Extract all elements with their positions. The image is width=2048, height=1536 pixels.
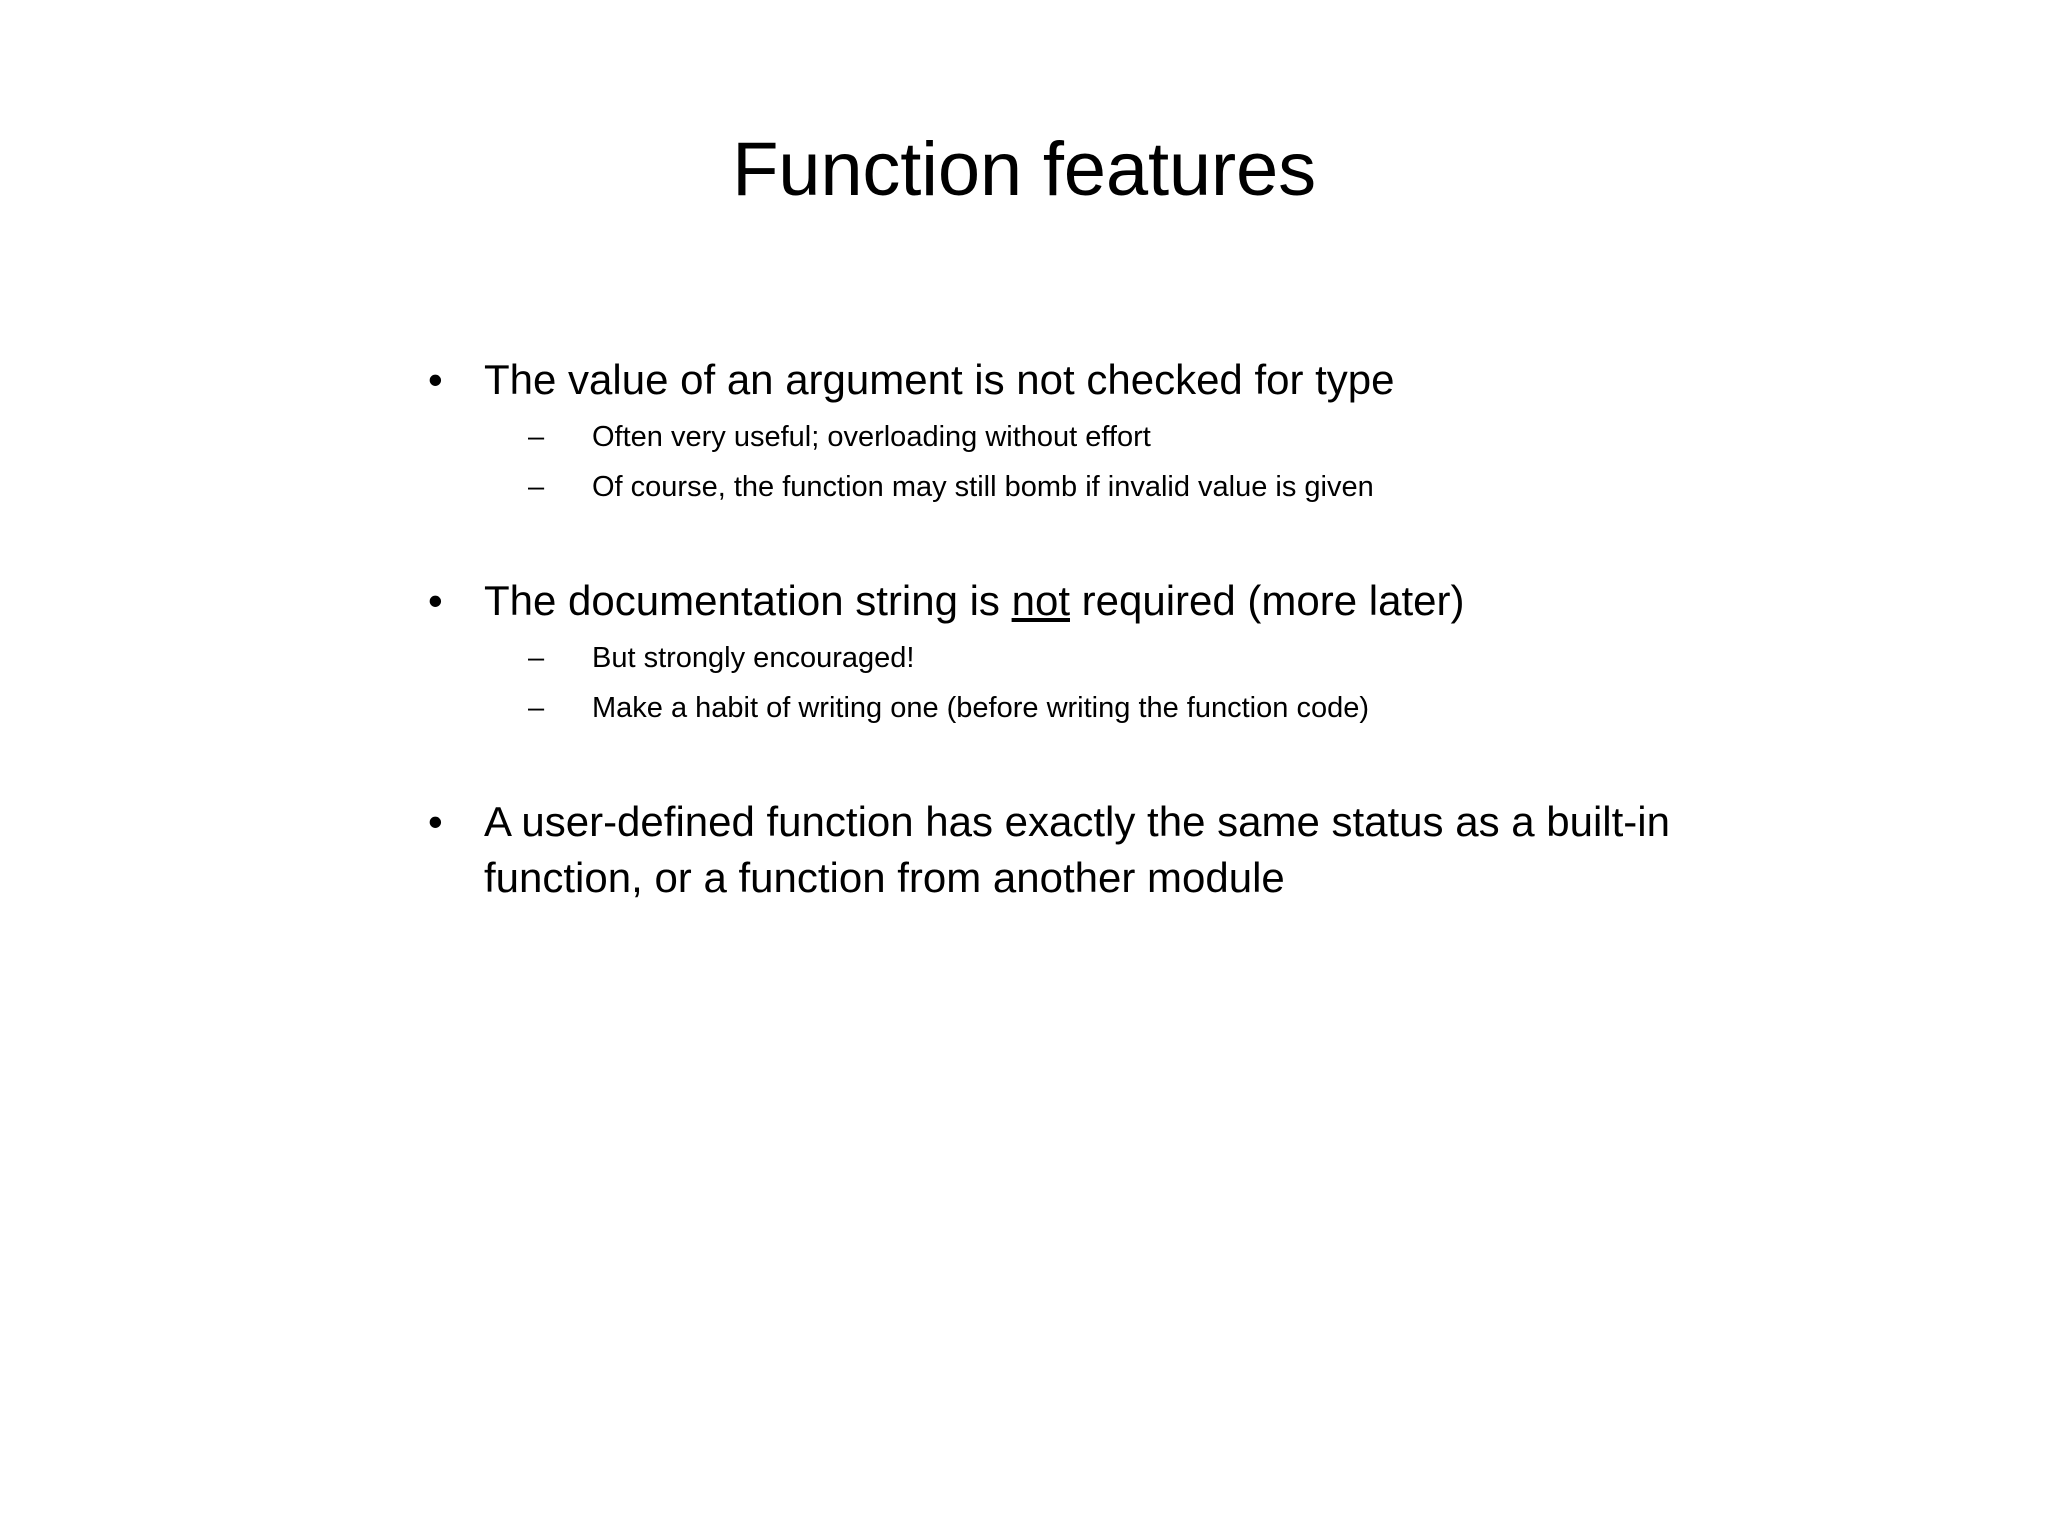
sub-bullet-marker-icon: –: [528, 642, 545, 674]
list-item: [416, 352, 1706, 408]
bullet-text: [484, 573, 1706, 629]
list-item: [416, 639, 1706, 678]
sub-bullet-marker-icon: –: [528, 692, 545, 724]
bullet-text-emphasis: not: [1011, 577, 1070, 624]
sub-bullet-marker-icon: –: [528, 471, 545, 503]
list-item: [416, 689, 1706, 728]
list-item: [416, 573, 1706, 629]
bullet-marker-icon: •: [428, 798, 443, 845]
bullet-text-before: A user-defined function has exactly the same status as a built-in function, or a function from another module: [484, 798, 1670, 901]
sub-bullet-text: Of course, the function may still bomb if invalid value is given: [592, 471, 1374, 503]
bullet-text-before: The value of an argument is not checked for type: [484, 356, 1395, 403]
bullet-group: [416, 352, 1706, 507]
sub-bullet-text: Often very useful; overloading without effort: [592, 421, 1151, 453]
bullet-marker-icon: •: [428, 356, 443, 403]
bullet-text-before: The documentation string is: [484, 577, 1012, 624]
list-item: [416, 468, 1706, 507]
bullet-text: [484, 352, 1706, 408]
bullet-group: [416, 794, 1706, 906]
list-item: [416, 418, 1706, 457]
slide-body: [416, 352, 1706, 912]
bullet-text-after: required (more later): [1070, 577, 1465, 624]
sub-bullet-text: Make a habit of writing one (before writing the function code): [592, 692, 1369, 724]
sub-bullet-list: [416, 418, 1706, 507]
page-title: Function features: [732, 126, 1316, 212]
sub-bullet-text: But strongly encouraged!: [592, 642, 915, 674]
bullet-marker-icon: •: [428, 577, 443, 624]
bullet-text: [484, 794, 1706, 906]
sub-bullet-list: [416, 639, 1706, 728]
list-item: [416, 794, 1706, 906]
sub-bullet-marker-icon: –: [528, 421, 545, 453]
bullet-group: [416, 573, 1706, 728]
